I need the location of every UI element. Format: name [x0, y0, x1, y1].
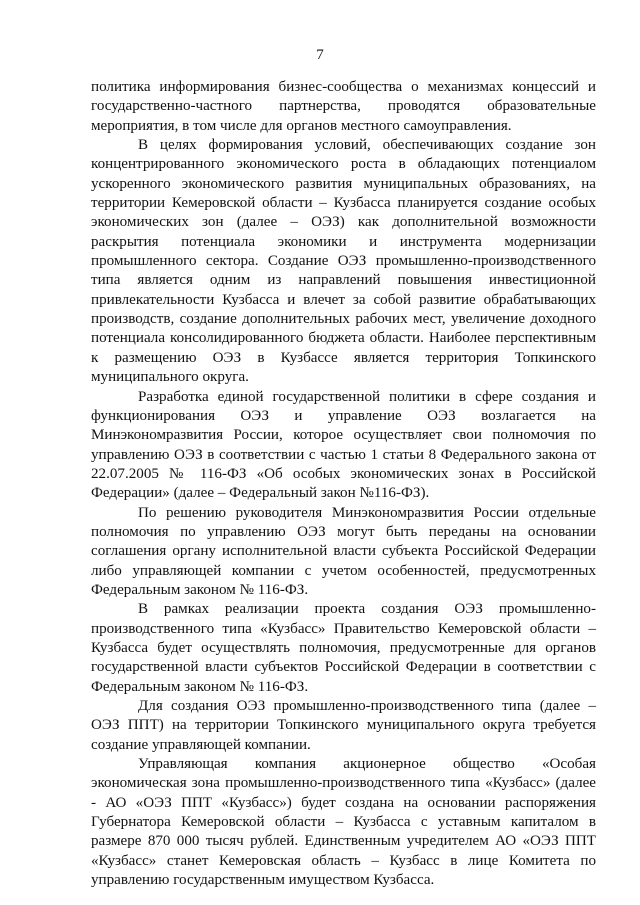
document-body [91, 78, 596, 890]
paragraph-project-kuzbass: В рамках реализации проекта создания ОЭЗ промышленно-производственного типа «Кузбасс» Правительство Кемеровской области – Кузбасса будет осуществлять полномочия, предусмотренные для органов государственной власти субъектов Российской Федерации в соответствии с Федеральным законом № 116-ФЗ. [91, 601, 596, 695]
paragraph-continuation: политика информирования бизнес-сообщества о механизмах концессий и государственно-частного партнерства, проводятся образовательные мероприятия, в том числе для органов местного самоуправления. [91, 79, 596, 134]
paragraph-policy-development: Разработка единой государственной политики в сфере создания и функционирования ОЭЗ и управление ОЭЗ возлагается на Минэкономразвития России, которое осуществляет свои полномочия по управлению ОЭЗ в соответствии с частью 1 статьи 8 Федерального закона от 22.07.2005 № 116-ФЗ «Об особых экономических зонах в Российской Федерации» (далее – Федеральный закон №116-ФЗ). [91, 388, 596, 502]
page-number: 7 [316, 47, 324, 63]
paragraph-delegation: По решению руководителя Минэкономразвития России отдельные полномочия по управлению ОЭЗ могут быть переданы на основании соглашения органу исполнительной власти субъекта Российской Федерации либо управляющей компании с учетом особенностей, предусмотренных Федеральным законом № 116-ФЗ. [91, 504, 596, 598]
paragraph-management-company-need: Для создания ОЭЗ промышленно-производственного типа (далее – ОЭЗ ППТ) на территории Топкинского муниципального округа требуется создание управляющей компании. [91, 698, 596, 753]
paragraph-oez-goals: В целях формирования условий, обеспечивающих создание зон концентрированного экономического роста в обладающих потенциалом ускоренного экономического развития муниципальных образованиях, на территории Кемеровской области – Кузбасса планируется создание особых экономических зон (далее – ОЭЗ) как дополнительной возможности раскрытия потенциала экономики и инструмента модернизации промышленного сектора. Создание ОЭЗ промышленно-производственного типа является одним из направлений повышения инвестиционной привлекательности Кузбасса и влечет за собой развитие обрабатывающих производств, создание дополнительных рабочих мест, увеличение доходного потенциала консолидированного бюджета области. Наиболее перспективным к размещению ОЭЗ в Кузбассе является территория Топкинского муниципального округа. [91, 137, 596, 386]
paragraph-management-company: Управляющая компания акционерное общество «Особая экономическая зона промышленно-производственного типа «Кузбасс» (далее - АО «ОЭЗ ППТ «Кузбасс») будет создана на основании распоряжения Губернатора Кемеровской области – Кузбасса с уставным капиталом в размере 870 000 тысяч рублей. Единственным учредителем АО «ОЭЗ ППТ «Кузбасс» станет Кемеровская область – Кузбасс в лице Комитета по управлению государственным имуществом Кузбасса. [91, 756, 596, 889]
